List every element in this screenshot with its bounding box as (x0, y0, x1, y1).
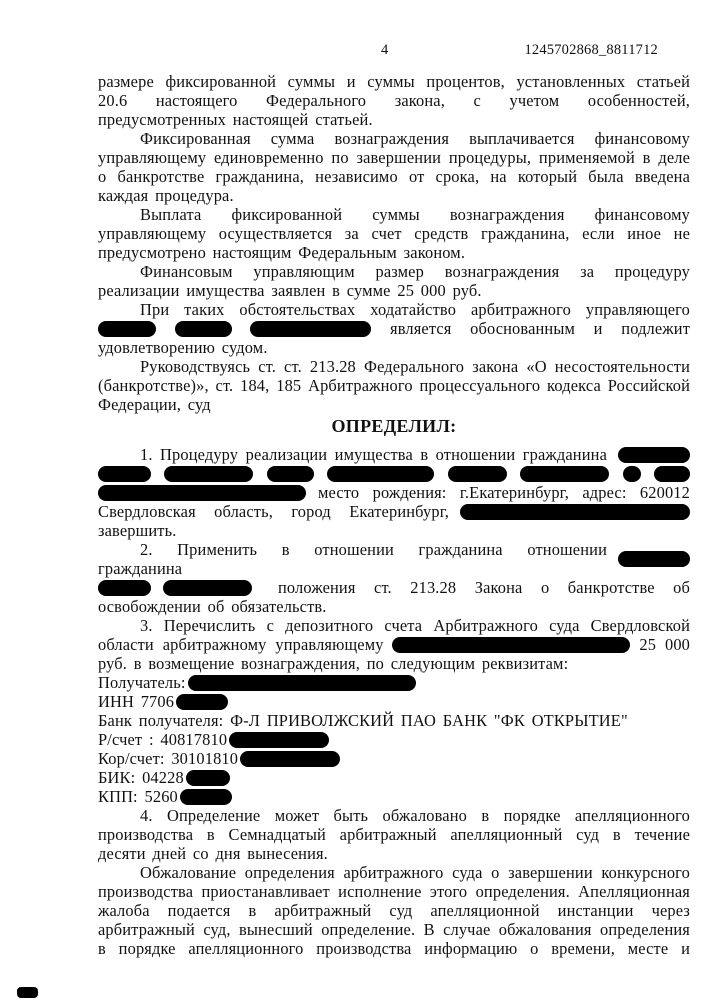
item2-provisions-text: положения ст. 213.28 Закона о банкротстве об (278, 578, 690, 597)
paragraph-guided-by: Руководствуясь ст. ст. 213.28 Федерального закона «О несостоятельности (банкротстве)», ст. 184, 185 Арбитражного процессуального кодекса Российской Федерации, суд (98, 357, 690, 414)
paragraph-fixed-sum: Фиксированная сумма вознаграждения выплачивается финансовому управляющему единовременно по завершении процедуры, применяемой в деле о банкротстве гражданина, независимо от срока, на который была введена каждая процедура. (98, 129, 690, 205)
decree-item-1-line-5: завершить. (98, 521, 177, 540)
document-id: 1245702868_8811712 (524, 42, 658, 58)
paragraph-petition (98, 300, 690, 357)
page-number: 4 (381, 42, 389, 58)
redaction-bar (98, 321, 156, 337)
decree-item-1-line-1 (98, 445, 690, 464)
petition-text-before: При таких обстоятельствах ходатайство арбитражного управляющего (140, 300, 690, 319)
requisite-bik (98, 768, 690, 787)
petition-text-after: является обоснованным и подлежит удовлетворению судом. (98, 319, 691, 357)
decree-item-4: 4. Определение может быть обжаловано в порядке апелляционного производства в Семнадцатый арбитражный апелляционный суд в течение десяти дней со дня вынесения. (98, 806, 690, 863)
redaction-bar (176, 694, 228, 710)
item2-text: 2. Применить в отношении гражданина отношении гражданина (98, 540, 607, 578)
redaction-bar (448, 466, 507, 482)
address-text: Свердловская область, город Екатеринбург, (98, 502, 449, 521)
requisite-recipient (98, 673, 690, 692)
requisite-inn (98, 692, 690, 711)
decree-item-2-line-3: освобождении об обязательств. (98, 597, 327, 616)
decree-item-1-redacted-row (98, 464, 690, 483)
item3-text-before: 3. Перечислить с депозитного счета Арбитражного суда Свердловской области арбитражному управляющему (98, 616, 690, 654)
redaction-bar (229, 732, 329, 748)
redaction-bar (618, 447, 690, 463)
requisite-label: КПП: 5260 (98, 787, 178, 806)
item3-text-after: 25 000 руб. в возмещение вознаграждения, по следующим реквизитам: (98, 635, 691, 673)
paragraph-continuation: размере фиксированной суммы и суммы процентов, установленных статьей 20.6 настоящего Федерального закона, с учетом особенностей, предусмотренных настоящей статьей. (98, 72, 690, 129)
requisite-label: Получатель: (98, 673, 186, 692)
redaction-bar (267, 466, 314, 482)
requisite-account (98, 730, 690, 749)
item1-text: 1. Процедуру реализации имущества в отношении гражданина (140, 445, 607, 464)
redaction-bar (98, 485, 306, 501)
closing-paragraph: Обжалование определения арбитражного суда о завершении конкурсного производства приостанавливает исполнение этого определения. Апелляционная жалоба подается в арбитражный суд апелляционной инстанции через арбитражный суд, вынесший определение. В случае обжалования определения в порядке апелляционного производства информацию о времени, месте и (98, 863, 690, 958)
requisite-label: Банк получателя: Ф-Л ПРИВОЛЖСКИЙ ПАО БАНК "ФК ОТКРЫТИЕ" (98, 711, 628, 730)
requisite-label: Р/счет : 40817810 (98, 730, 228, 749)
redaction-bar (520, 466, 609, 482)
redaction-bar (623, 466, 641, 482)
redaction-bar (188, 675, 416, 691)
redaction-bar (618, 551, 690, 567)
redaction-bar (240, 751, 340, 767)
redaction-bar (175, 321, 232, 337)
redaction-bar (98, 466, 151, 482)
decree-item-3 (98, 616, 690, 673)
document-body (98, 72, 690, 958)
redaction-bar (186, 770, 230, 786)
redaction-bar (250, 321, 371, 337)
requisite-label: БИК: 04228 (98, 768, 184, 787)
redaction-bar (164, 466, 253, 482)
redaction-bar (460, 504, 690, 520)
redaction-bar (654, 466, 690, 482)
requisite-label: Кор/счет: 30101810 (98, 749, 239, 768)
paragraph-payment: Выплата фиксированной суммы вознаграждения финансовому управляющему осуществляется за счет средств гражданина, если иное не предусмотрено настоящим Федеральным законом. (98, 205, 690, 262)
decree-heading: ОПРЕДЕЛИЛ: (331, 416, 457, 436)
decree-item-1-line-3 (98, 483, 690, 502)
corner-redaction-mark (17, 987, 38, 998)
redaction-bar (163, 580, 252, 596)
requisite-label: ИНН 7706 (98, 692, 175, 711)
requisite-bank (98, 711, 690, 730)
paragraph-amount: Финансовым управляющим размер вознаграждения за процедуру реализации имущества заявлен в сумме 25 000 руб. (98, 262, 690, 300)
redaction-bar (98, 580, 151, 596)
requisite-kpp (98, 787, 690, 806)
redaction-bar (392, 637, 630, 653)
decree-item-1-line-4 (98, 502, 690, 521)
decree-item-2-line-2 (98, 578, 690, 597)
requisite-corr-account (98, 749, 690, 768)
redaction-bar (180, 789, 232, 805)
redaction-bar (327, 466, 434, 482)
birth-place-text: место рождения: г.Екатеринбург, адрес: 620012 (318, 483, 690, 502)
decree-item-2-line-1 (98, 540, 690, 578)
